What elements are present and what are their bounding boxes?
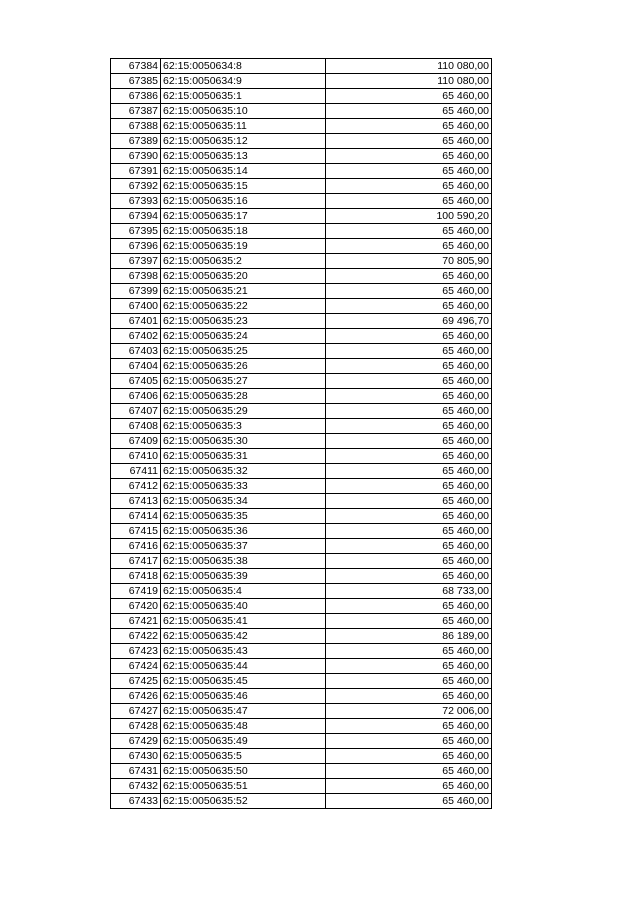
table-body <box>111 59 492 809</box>
cadastral-value-cell: 110 080,00 <box>326 59 492 74</box>
row-id-cell: 67418 <box>111 569 161 584</box>
cadastral-value-cell: 65 460,00 <box>326 194 492 209</box>
cadastral-number-cell: 62:15:0050635:42 <box>161 629 326 644</box>
row-id-cell: 67415 <box>111 524 161 539</box>
row-id-cell: 67420 <box>111 599 161 614</box>
cadastral-number-cell: 62:15:0050635:31 <box>161 449 326 464</box>
cadastral-value-cell: 65 460,00 <box>326 404 492 419</box>
cadastral-number-cell: 62:15:0050635:32 <box>161 464 326 479</box>
table-row <box>111 179 492 194</box>
row-id-cell: 67410 <box>111 449 161 464</box>
row-id-cell: 67417 <box>111 554 161 569</box>
cadastral-number-cell: 62:15:0050635:13 <box>161 149 326 164</box>
cadastral-value-cell: 65 460,00 <box>326 344 492 359</box>
cadastral-number-cell: 62:15:0050635:34 <box>161 494 326 509</box>
table-row <box>111 659 492 674</box>
cadastral-number-cell: 62:15:0050635:41 <box>161 614 326 629</box>
table-row <box>111 329 492 344</box>
cadastral-value-cell: 65 460,00 <box>326 119 492 134</box>
row-id-cell: 67432 <box>111 779 161 794</box>
cadastral-value-cell: 65 460,00 <box>326 224 492 239</box>
row-id-cell: 67393 <box>111 194 161 209</box>
row-id-cell: 67392 <box>111 179 161 194</box>
cadastral-value-cell: 69 496,70 <box>326 314 492 329</box>
cadastral-number-cell: 62:15:0050635:28 <box>161 389 326 404</box>
table-row <box>111 119 492 134</box>
row-id-cell: 67396 <box>111 239 161 254</box>
cadastral-number-cell: 62:15:0050635:52 <box>161 794 326 809</box>
row-id-cell: 67405 <box>111 374 161 389</box>
table-row <box>111 599 492 614</box>
cadastral-number-cell: 62:15:0050635:47 <box>161 704 326 719</box>
row-id-cell: 67398 <box>111 269 161 284</box>
row-id-cell: 67426 <box>111 689 161 704</box>
cadastral-value-cell: 65 460,00 <box>326 149 492 164</box>
table-row <box>111 734 492 749</box>
table-row <box>111 629 492 644</box>
cadastral-number-cell: 62:15:0050635:29 <box>161 404 326 419</box>
cadastral-number-cell: 62:15:0050635:21 <box>161 284 326 299</box>
cadastral-number-cell: 62:15:0050634:8 <box>161 59 326 74</box>
table-row <box>111 404 492 419</box>
row-id-cell: 67431 <box>111 764 161 779</box>
cadastral-number-cell: 62:15:0050635:26 <box>161 359 326 374</box>
row-id-cell: 67427 <box>111 704 161 719</box>
cadastral-value-cell: 65 460,00 <box>326 434 492 449</box>
cadastral-number-cell: 62:15:0050635:44 <box>161 659 326 674</box>
row-id-cell: 67413 <box>111 494 161 509</box>
cadastral-number-cell: 62:15:0050635:14 <box>161 164 326 179</box>
table-row <box>111 389 492 404</box>
cadastral-value-cell: 110 080,00 <box>326 74 492 89</box>
row-id-cell: 67385 <box>111 74 161 89</box>
cadastral-value-cell: 65 460,00 <box>326 764 492 779</box>
cadastral-value-cell: 68 733,00 <box>326 584 492 599</box>
cadastral-number-cell: 62:15:0050635:23 <box>161 314 326 329</box>
row-id-cell: 67430 <box>111 749 161 764</box>
cadastral-value-cell: 65 460,00 <box>326 464 492 479</box>
row-id-cell: 67400 <box>111 299 161 314</box>
table-row <box>111 674 492 689</box>
table-row <box>111 374 492 389</box>
cadastral-value-cell: 65 460,00 <box>326 479 492 494</box>
table-row <box>111 509 492 524</box>
cadastral-number-cell: 62:15:0050635:5 <box>161 749 326 764</box>
table-row <box>111 314 492 329</box>
cadastral-number-cell: 62:15:0050635:39 <box>161 569 326 584</box>
cadastral-value-cell: 65 460,00 <box>326 89 492 104</box>
table-row <box>111 284 492 299</box>
cadastral-value-cell: 65 460,00 <box>326 449 492 464</box>
table-row <box>111 524 492 539</box>
table-row <box>111 224 492 239</box>
cadastral-number-cell: 62:15:0050635:45 <box>161 674 326 689</box>
table-row <box>111 164 492 179</box>
table-row <box>111 719 492 734</box>
row-id-cell: 67414 <box>111 509 161 524</box>
cadastral-value-cell: 70 805,90 <box>326 254 492 269</box>
cadastral-value-cell: 65 460,00 <box>326 419 492 434</box>
row-id-cell: 67433 <box>111 794 161 809</box>
table-row <box>111 479 492 494</box>
cadastral-value-cell: 65 460,00 <box>326 719 492 734</box>
table-row <box>111 149 492 164</box>
cadastral-value-cell: 100 590,20 <box>326 209 492 224</box>
row-id-cell: 67419 <box>111 584 161 599</box>
table-row <box>111 614 492 629</box>
row-id-cell: 67402 <box>111 329 161 344</box>
cadastral-number-cell: 62:15:0050635:33 <box>161 479 326 494</box>
cadastral-value-cell: 65 460,00 <box>326 554 492 569</box>
cadastral-number-cell: 62:15:0050635:30 <box>161 434 326 449</box>
cadastral-value-cell: 65 460,00 <box>326 524 492 539</box>
row-id-cell: 67428 <box>111 719 161 734</box>
table-row <box>111 239 492 254</box>
table-row <box>111 764 492 779</box>
cadastral-value-cell: 65 460,00 <box>326 329 492 344</box>
row-id-cell: 67386 <box>111 89 161 104</box>
cadastral-value-cell: 65 460,00 <box>326 239 492 254</box>
table-row <box>111 434 492 449</box>
cadastral-number-cell: 62:15:0050635:22 <box>161 299 326 314</box>
table-row <box>111 419 492 434</box>
table-row <box>111 209 492 224</box>
table-row <box>111 494 492 509</box>
cadastral-number-cell: 62:15:0050635:20 <box>161 269 326 284</box>
table-row <box>111 464 492 479</box>
row-id-cell: 67397 <box>111 254 161 269</box>
cadastral-number-cell: 62:15:0050635:16 <box>161 194 326 209</box>
table-row <box>111 584 492 599</box>
row-id-cell: 67407 <box>111 404 161 419</box>
row-id-cell: 67409 <box>111 434 161 449</box>
table-row <box>111 59 492 74</box>
cadastral-number-cell: 62:15:0050635:50 <box>161 764 326 779</box>
table-row <box>111 104 492 119</box>
cadastral-value-cell: 65 460,00 <box>326 359 492 374</box>
row-id-cell: 67389 <box>111 134 161 149</box>
cadastral-value-cell: 65 460,00 <box>326 599 492 614</box>
cadastral-value-table <box>110 58 492 809</box>
cadastral-number-cell: 62:15:0050635:46 <box>161 689 326 704</box>
table-row <box>111 299 492 314</box>
row-id-cell: 67395 <box>111 224 161 239</box>
row-id-cell: 67412 <box>111 479 161 494</box>
row-id-cell: 67394 <box>111 209 161 224</box>
row-id-cell: 67425 <box>111 674 161 689</box>
cadastral-number-cell: 62:15:0050635:40 <box>161 599 326 614</box>
table-row <box>111 449 492 464</box>
cadastral-number-cell: 62:15:0050634:9 <box>161 74 326 89</box>
cadastral-value-cell: 65 460,00 <box>326 299 492 314</box>
cadastral-value-cell: 65 460,00 <box>326 269 492 284</box>
cadastral-number-cell: 62:15:0050635:10 <box>161 104 326 119</box>
cadastral-number-cell: 62:15:0050635:19 <box>161 239 326 254</box>
table-row <box>111 359 492 374</box>
cadastral-number-cell: 62:15:0050635:43 <box>161 644 326 659</box>
table-row <box>111 644 492 659</box>
cadastral-number-cell: 62:15:0050635:24 <box>161 329 326 344</box>
row-id-cell: 67401 <box>111 314 161 329</box>
cadastral-value-cell: 72 006,00 <box>326 704 492 719</box>
cadastral-value-cell: 65 460,00 <box>326 164 492 179</box>
cadastral-number-cell: 62:15:0050635:12 <box>161 134 326 149</box>
table-row <box>111 194 492 209</box>
cadastral-value-cell: 65 460,00 <box>326 539 492 554</box>
row-id-cell: 67390 <box>111 149 161 164</box>
cadastral-number-cell: 62:15:0050635:4 <box>161 584 326 599</box>
cadastral-value-cell: 65 460,00 <box>326 389 492 404</box>
cadastral-value-cell: 65 460,00 <box>326 509 492 524</box>
table-row <box>111 269 492 284</box>
table-row <box>111 254 492 269</box>
cadastral-number-cell: 62:15:0050635:36 <box>161 524 326 539</box>
row-id-cell: 67406 <box>111 389 161 404</box>
cadastral-number-cell: 62:15:0050635:48 <box>161 719 326 734</box>
row-id-cell: 67388 <box>111 119 161 134</box>
cadastral-number-cell: 62:15:0050635:35 <box>161 509 326 524</box>
row-id-cell: 67391 <box>111 164 161 179</box>
table-row <box>111 794 492 809</box>
cadastral-value-cell: 65 460,00 <box>326 734 492 749</box>
row-id-cell: 67399 <box>111 284 161 299</box>
table-row <box>111 749 492 764</box>
row-id-cell: 67411 <box>111 464 161 479</box>
cadastral-value-cell: 65 460,00 <box>326 689 492 704</box>
cadastral-number-cell: 62:15:0050635:51 <box>161 779 326 794</box>
row-id-cell: 67384 <box>111 59 161 74</box>
row-id-cell: 67429 <box>111 734 161 749</box>
cadastral-value-cell: 65 460,00 <box>326 614 492 629</box>
cadastral-value-cell: 65 460,00 <box>326 749 492 764</box>
table-row <box>111 134 492 149</box>
row-id-cell: 67404 <box>111 359 161 374</box>
table-row <box>111 704 492 719</box>
cadastral-number-cell: 62:15:0050635:11 <box>161 119 326 134</box>
cadastral-number-cell: 62:15:0050635:2 <box>161 254 326 269</box>
cadastral-value-cell: 65 460,00 <box>326 284 492 299</box>
cadastral-number-cell: 62:15:0050635:3 <box>161 419 326 434</box>
row-id-cell: 67421 <box>111 614 161 629</box>
row-id-cell: 67423 <box>111 644 161 659</box>
row-id-cell: 67424 <box>111 659 161 674</box>
cadastral-value-cell: 65 460,00 <box>326 674 492 689</box>
cadastral-value-cell: 65 460,00 <box>326 494 492 509</box>
cadastral-number-cell: 62:15:0050635:49 <box>161 734 326 749</box>
table-row <box>111 74 492 89</box>
table-row <box>111 344 492 359</box>
cadastral-value-cell: 65 460,00 <box>326 794 492 809</box>
cadastral-number-cell: 62:15:0050635:1 <box>161 89 326 104</box>
cadastral-number-cell: 62:15:0050635:37 <box>161 539 326 554</box>
cadastral-value-cell: 65 460,00 <box>326 569 492 584</box>
cadastral-number-cell: 62:15:0050635:18 <box>161 224 326 239</box>
cadastral-value-cell: 65 460,00 <box>326 779 492 794</box>
cadastral-number-cell: 62:15:0050635:17 <box>161 209 326 224</box>
cadastral-number-cell: 62:15:0050635:38 <box>161 554 326 569</box>
cadastral-number-cell: 62:15:0050635:25 <box>161 344 326 359</box>
row-id-cell: 67408 <box>111 419 161 434</box>
table-row <box>111 89 492 104</box>
cadastral-value-cell: 65 460,00 <box>326 179 492 194</box>
table-row <box>111 554 492 569</box>
row-id-cell: 67422 <box>111 629 161 644</box>
cadastral-number-cell: 62:15:0050635:27 <box>161 374 326 389</box>
row-id-cell: 67387 <box>111 104 161 119</box>
row-id-cell: 67403 <box>111 344 161 359</box>
table-row <box>111 689 492 704</box>
cadastral-value-cell: 65 460,00 <box>326 134 492 149</box>
table-row <box>111 539 492 554</box>
cadastral-value-cell: 65 460,00 <box>326 104 492 119</box>
cadastral-value-cell: 65 460,00 <box>326 659 492 674</box>
cadastral-value-cell: 65 460,00 <box>326 644 492 659</box>
table-row <box>111 569 492 584</box>
row-id-cell: 67416 <box>111 539 161 554</box>
table-row <box>111 779 492 794</box>
cadastral-value-cell: 86 189,00 <box>326 629 492 644</box>
cadastral-number-cell: 62:15:0050635:15 <box>161 179 326 194</box>
cadastral-value-cell: 65 460,00 <box>326 374 492 389</box>
